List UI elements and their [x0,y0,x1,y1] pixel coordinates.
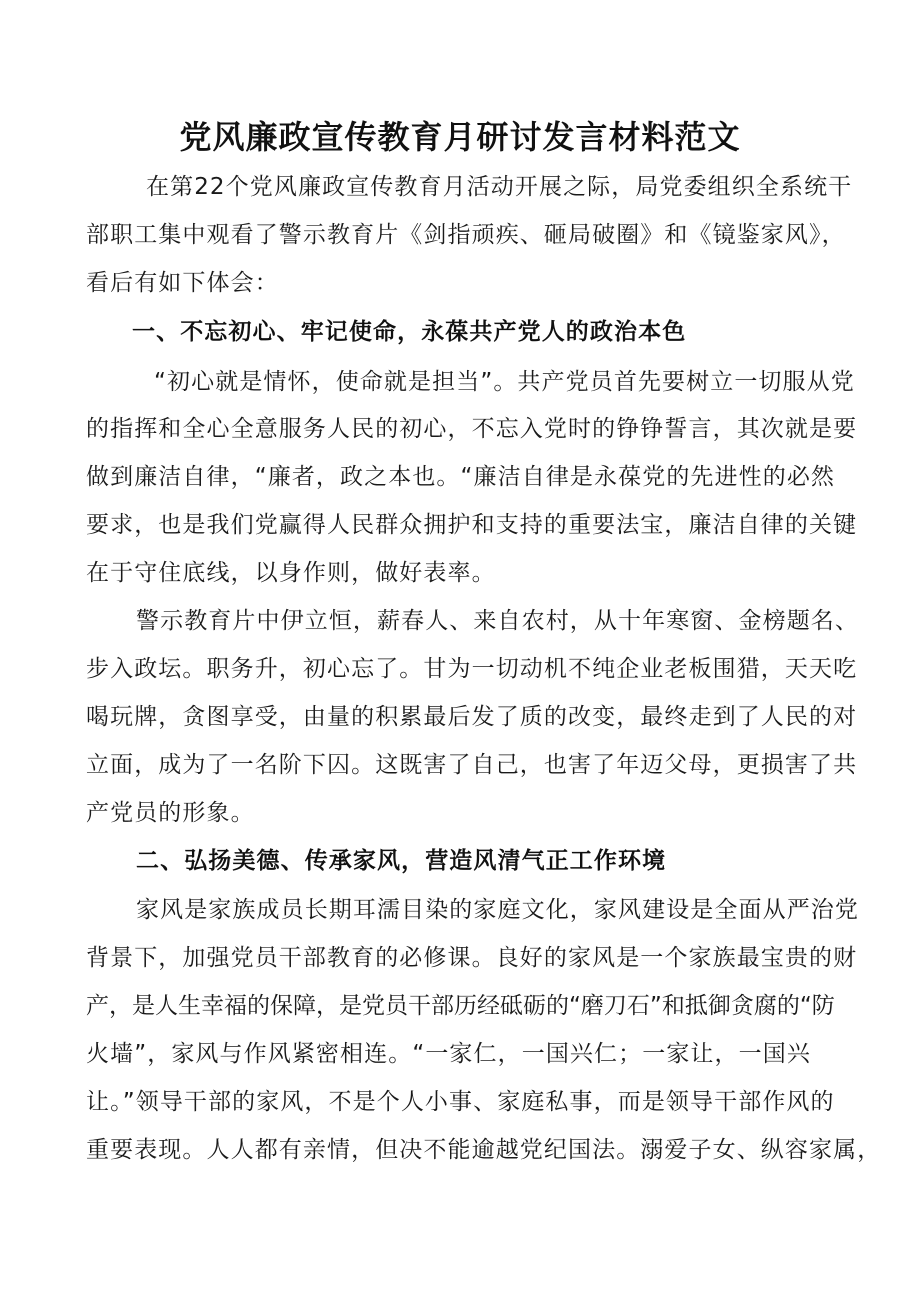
s1-p2-line-5: 产党员的形象。 [86,800,255,826]
intro-line-1: 在第22个党风廉政宣传教育月活动开展之际，局党委组织全系统干 [146,174,853,200]
s2-p1-line-3: 产，是人生幸福的保障，是党员干部历经砥砺的“磨刀石”和抵御贪腐的“防 [86,993,835,1019]
section-2-heading: 二、弘扬美德、传承家风，营造风清气正工作环境 [136,848,667,874]
s1-p1-line-4: 要求，也是我们党赢得人民群众拥护和支持的重要法宝，廉洁自律的关键 [86,512,858,538]
s1-p2-line-1: 警示教育片中伊立恒，薪春人、来自农村，从十年寒窗、金榜题名、 [136,608,859,634]
s2-p1-line-1: 家风是家族成员长期耳濡目染的家庭文化，家风建设是全面从严治党 [136,897,859,923]
s2-p1-line-6: 重要表现。人人都有亲情，但决不能逾越党纪国法。溺爱子女、纵容家属， [86,1137,882,1163]
intro-line-3: 看后有如下体会： [86,270,279,296]
s1-p2-line-4: 立面，成为了一名阶下囚。这既害了自己，也害了年迈父母，更损害了共 [86,752,858,778]
s2-p1-line-4: 火墙”，家风与作风紧密相连。“一家仁，一国兴仁；一家让，一国兴 [86,1041,811,1067]
section-1-heading: 一、不忘初心、牢记使命，永葆共产党人的政治本色 [132,319,687,345]
s1-p2-line-3: 喝玩牌，贪图享受，由量的积累最后发了质的改变，最终走到了人民的对 [86,704,858,730]
s1-p2-line-2: 步入政坛。职务升，初心忘了。甘为一切动机不纯企业老板围猎，天天吃 [86,656,858,682]
s2-p1-line-2: 背景下，加强党员干部教育的必修课。良好的家风是一个家族最宝贵的财 [86,945,858,971]
document-title: 党风廉政宣传教育月研讨发言材料范文 [179,118,741,156]
s2-p1-line-5: 让。”领导干部的家风，不是个人小事、家庭私事，而是领导干部作风的 [86,1089,835,1115]
s1-p1-line-2: 的指挥和全心全意服务人民的初心，不忘入党时的铮铮誓言，其次就是要 [86,416,858,442]
s1-p1-line-3: 做到廉洁自律，“廉者，政之本也。“廉洁自律是永葆党的先进性的必然 [86,464,836,490]
s1-p1-line-1: “初心就是情怀，使命就是担当”。共产党员首先要树立一切服从党 [154,369,855,395]
s1-p1-line-5: 在于守住底线，以身作则，做好表率。 [86,560,496,586]
intro-line-2: 部职工集中观看了警示教育片《剑指顽疾、砸局破圈》和《镜鉴家风》， [86,222,846,248]
